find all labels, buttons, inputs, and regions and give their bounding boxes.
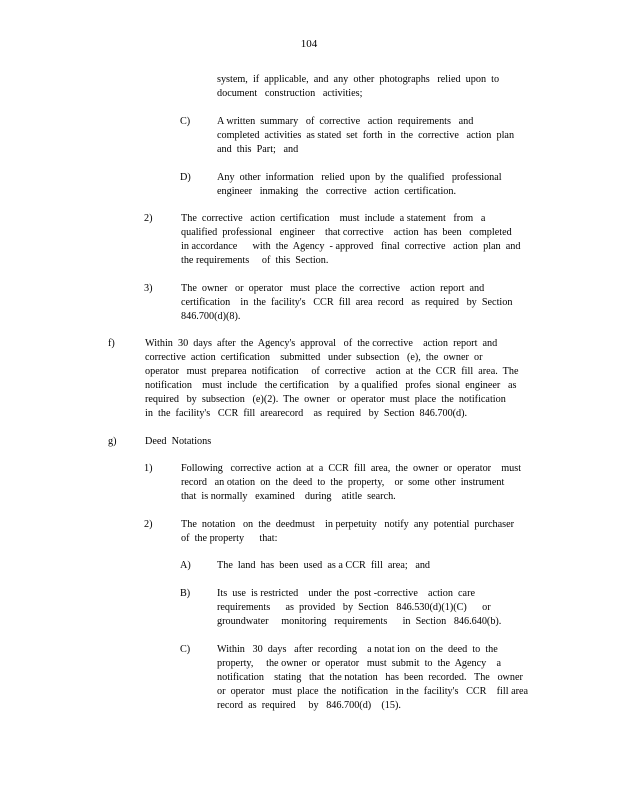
paragraph-label: 2) xyxy=(144,519,153,530)
text-line: and this Part; and xyxy=(217,144,299,155)
text-line: groundwater monitoring requirements in Section 846.640(b). xyxy=(217,616,502,627)
paragraph-text xyxy=(217,171,522,199)
text-line: The owner or operator must place the corrective action report and xyxy=(181,283,485,294)
text-line: The notation on the deedmust in perpetuity notify any potential purchaser xyxy=(181,519,514,530)
text-line: The corrective action certification must include a statement from a xyxy=(181,213,486,224)
paragraph-label: 2) xyxy=(144,213,153,224)
text-line: system, if applicable, and any other photographs relied upon to xyxy=(217,74,500,85)
paragraph-label: 3) xyxy=(144,283,153,294)
text-line: document construction activities; xyxy=(217,88,363,99)
text-line: The land has been used as a CCR fill area; and xyxy=(217,560,431,571)
text-line: Deed Notations xyxy=(145,436,212,447)
text-line: record an otation on the deed to the property, or some other instrument xyxy=(181,477,505,488)
text-line: certification in the facility's CCR fill area record as required by Section xyxy=(181,297,513,308)
page-number: 104 xyxy=(300,38,318,50)
text-line: Following corrective action at a CCR fill area, the owner or operator must xyxy=(181,463,522,474)
paragraph-label: D) xyxy=(180,172,191,183)
paragraph-text xyxy=(181,462,531,504)
paragraph-text xyxy=(181,212,531,268)
paragraph-text xyxy=(217,73,522,101)
paragraph-text xyxy=(145,435,445,449)
text-line: A written summary of corrective action requirements and xyxy=(217,116,474,127)
paragraph-label: C) xyxy=(180,644,191,655)
paragraph-text xyxy=(217,587,502,629)
paragraph-text xyxy=(145,337,531,421)
text-line: notification must include the certification by a qualified profes sional engineer as xyxy=(145,380,517,391)
paragraph-label: 1) xyxy=(144,463,153,474)
text-line: in accordance with the Agency - approved final corrective action plan and xyxy=(181,241,521,252)
text-line: Within 30 days after the Agency's approval of the corrective action report and xyxy=(145,338,498,349)
text-line: of the property that: xyxy=(181,533,278,544)
text-line: Any other information relied upon by the qualified professional xyxy=(217,172,502,183)
text-line: engineer inmaking the corrective action certification. xyxy=(217,186,457,197)
text-line: record as required by 846.700(d) (15). xyxy=(217,700,401,711)
text-line: 846.700(d)(8). xyxy=(181,311,241,322)
paragraph-label: C) xyxy=(180,116,191,127)
paragraph-label: f) xyxy=(108,338,115,349)
paragraph-text xyxy=(217,115,522,157)
text-line: that is normally examined during atitle search. xyxy=(181,491,396,502)
text-line: in the facility's CCR fill arearecord as required by Section 846.700(d). xyxy=(145,408,468,419)
text-line: completed activities as stated set forth in the corrective action plan xyxy=(217,130,515,141)
text-line: or operator must place the notification in the facility's CCR fill area xyxy=(217,686,529,697)
text-line: required by subsection (e)(2). The owner or operator must place the notification xyxy=(145,394,506,405)
paragraph-label: g) xyxy=(108,436,117,447)
paragraph-label: B) xyxy=(180,588,191,599)
paragraph-text xyxy=(181,518,526,546)
text-line: property, the owner or operator must submit to the Agency a xyxy=(217,658,501,669)
text-line: Within 30 days after recording a notat ion on the deed to the xyxy=(217,644,498,655)
text-line: notification stating that the notation has been recorded. The owner xyxy=(217,672,523,683)
text-line: the requirements of this Section. xyxy=(181,255,329,266)
text-line: operator must preparea notification of corrective action at the CCR fill area. The xyxy=(145,366,519,377)
paragraph-label: A) xyxy=(180,560,191,571)
text-line: corrective action certification submitted under subsection (e), the owner or xyxy=(145,352,483,363)
paragraph-text xyxy=(217,643,532,713)
text-line: qualified professional engineer that corrective action has been completed xyxy=(181,227,512,238)
text-line: Its use is restricted under the post -corrective action care xyxy=(217,588,475,599)
text-line: requirements as provided by Section 846.530(d)(1)(C) or xyxy=(217,602,491,613)
paragraph-text xyxy=(217,559,517,573)
paragraph-text xyxy=(181,282,521,324)
